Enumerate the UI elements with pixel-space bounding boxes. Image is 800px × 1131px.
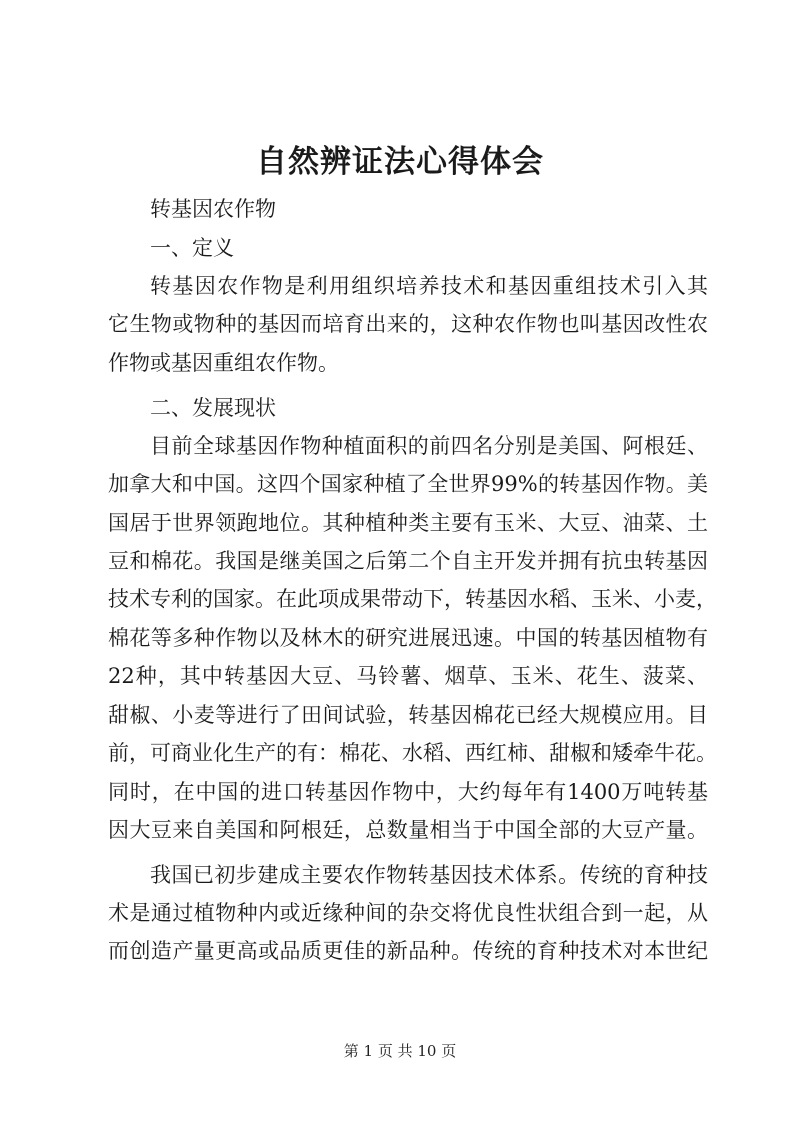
paragraph-line: 它生物或物种的基因而培育出来的，这种农作物也叫基因改性农 <box>108 312 708 336</box>
paragraph-line: 目前全球基因作物种植面积的前四名分别是美国、阿根廷、 <box>150 434 708 458</box>
paragraph-line: 棉花等多种作物以及林木的研究进展迅速。中国的转基因植物有 <box>108 626 708 650</box>
paragraph-line: 同时，在中国的进口转基因作物中，大约每年有1400万吨转基 <box>108 780 708 804</box>
paragraph-line: 22种，其中转基因大豆、马铃薯、烟草、玉米、花生、菠菜、 <box>108 664 708 688</box>
paragraph-line: 技术专利的国家。在此项成果带动下，转基因水稻、玉米、小麦， <box>108 587 717 611</box>
paragraph-line: 作物或基因重组农作物。 <box>108 351 339 375</box>
page-title: 自然辨证法心得体会 <box>256 144 544 180</box>
paragraph-line: 豆和棉花。我国是继美国之后第二个自主开发并拥有抗虫转基因 <box>108 549 708 573</box>
paragraph-line: 甜椒、小麦等进行了田间试验，转基因棉花已经大规模应用。目 <box>108 703 708 727</box>
paragraph-line: 术是通过植物种内或近缘种间的杂交将优良性状组合到一起，从 <box>108 901 708 925</box>
paragraph-line: 转基因农作物 <box>150 197 276 221</box>
paragraph-line: 我国已初步建成主要农作物转基因技术体系。传统的育种技 <box>150 863 708 887</box>
page-number-footer: 第 1 页 共 10 页 <box>343 1042 457 1060</box>
section-heading: 二、发展现状 <box>150 396 276 420</box>
paragraph-line: 加拿大和中国。这四个国家种植了全世界99%的转基因作物。美 <box>108 472 708 496</box>
paragraph-line: 而创造产量更高或品质更佳的新品种。传统的育种技术对本世纪 <box>108 939 708 963</box>
paragraph-line: 前，可商业化生产的有：棉花、水稻、西红柿、甜椒和矮牵牛花。 <box>108 741 717 765</box>
paragraph-line: 因大豆来自美国和阿根廷，总数量相当于中国全部的大豆产量。 <box>108 818 708 842</box>
section-heading: 一、定义 <box>150 236 234 260</box>
paragraph-line: 转基因农作物是利用组织培养技术和基因重组技术引入其 <box>150 274 708 298</box>
paragraph-line: 国居于世界领跑地位。其种植种类主要有玉米、大豆、油菜、土 <box>108 511 708 535</box>
